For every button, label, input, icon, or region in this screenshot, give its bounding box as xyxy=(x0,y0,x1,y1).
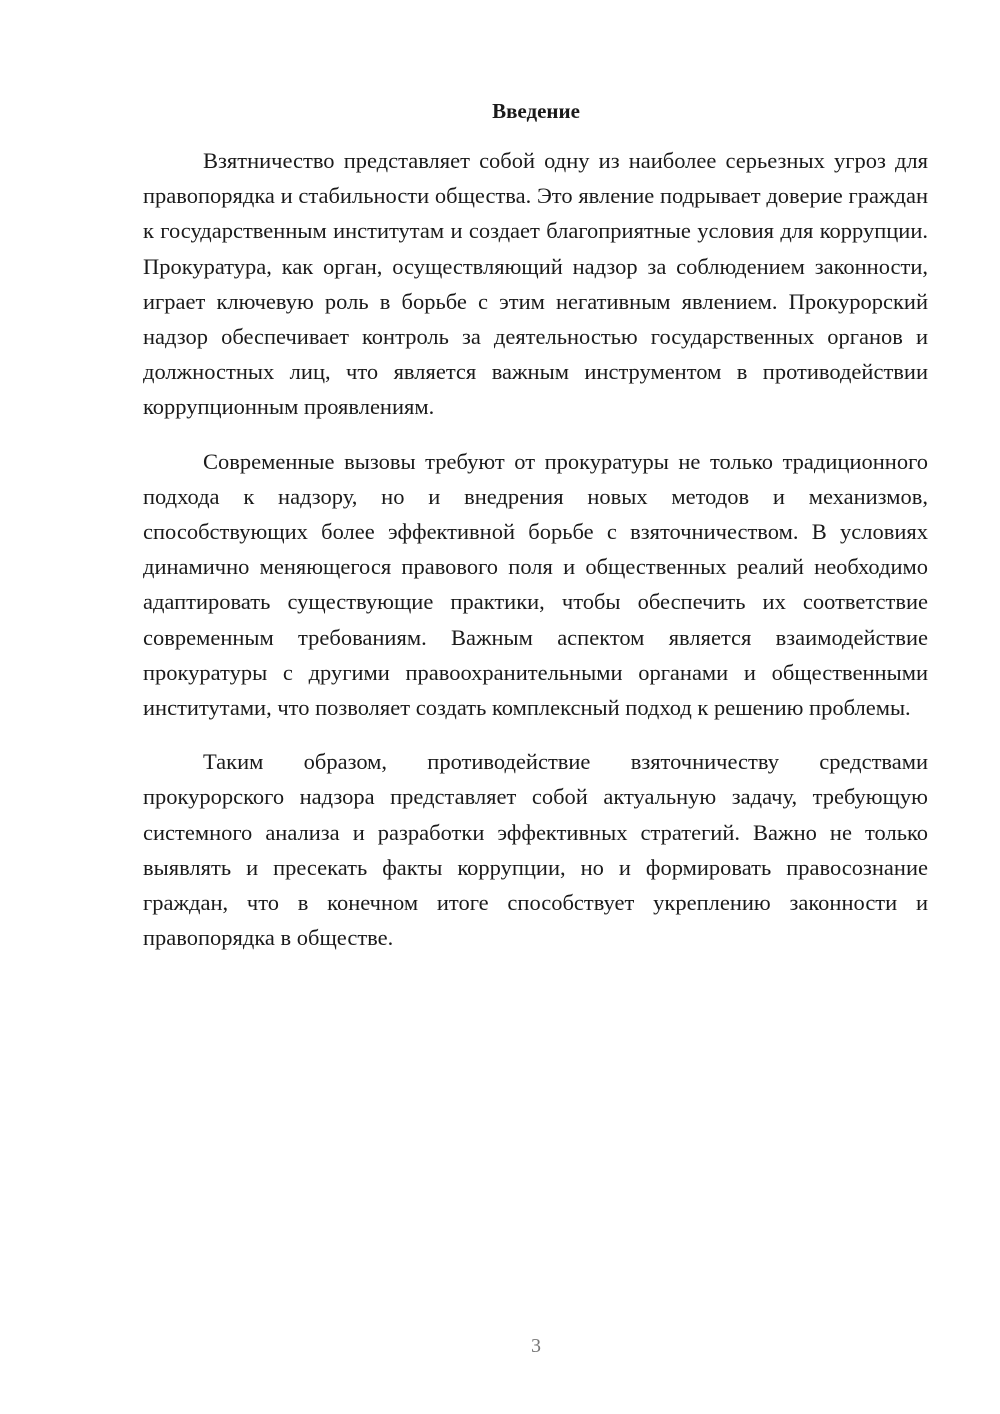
page-number: 3 xyxy=(531,1335,541,1357)
section-title: Введение xyxy=(492,99,580,123)
paragraph-challenges: Современные вызовы требуют от прокуратуры не только традиционного подхода к надзору, но и внедрения новых методов и механизмов, способствующих более эффективной борьбе с взяточничеством. В условиях динамично меняющегося правового поля и общественных реалий необходимо адаптировать существующие практики, чтобы обеспечить их соответствие современным требованиям. Важным аспектом является взаимодействие прокуратуры с другими правоохранительными органами и общественными институтами, что позволяет создать комплексный подход к решению проблемы. xyxy=(143,448,928,721)
paragraph-intro: Взятничество представляет собой одну из наиболее серьезных угроз для правопорядка и стабильности общества. Это явление подрывает доверие граждан к государственным институтам и создает благоприятные условия для коррупции. Прокуратура, как орган, осуществляющий надзор за соблюдением законности, играет ключевую роль в борьбе с этим негативным явлением. Прокурорский надзор обеспечивает контроль за деятельностью государственных органов и должностных лиц, что является важным инструментом в противодействии коррупционным проявлениям. xyxy=(143,148,928,420)
body-text xyxy=(143,143,928,955)
paragraph-conclusion: Таким образом, противодействие взяточничеству средствами прокурорского надзора представляет собой актуальную задачу, требующую системного анализа и разработки эффективных стратегий. Важно не только выявлять и пресекать факты коррупции, но и формировать правосознание граждан, что в конечном итоге способствует укреплению законности и правопорядка в обществе. xyxy=(143,749,928,951)
